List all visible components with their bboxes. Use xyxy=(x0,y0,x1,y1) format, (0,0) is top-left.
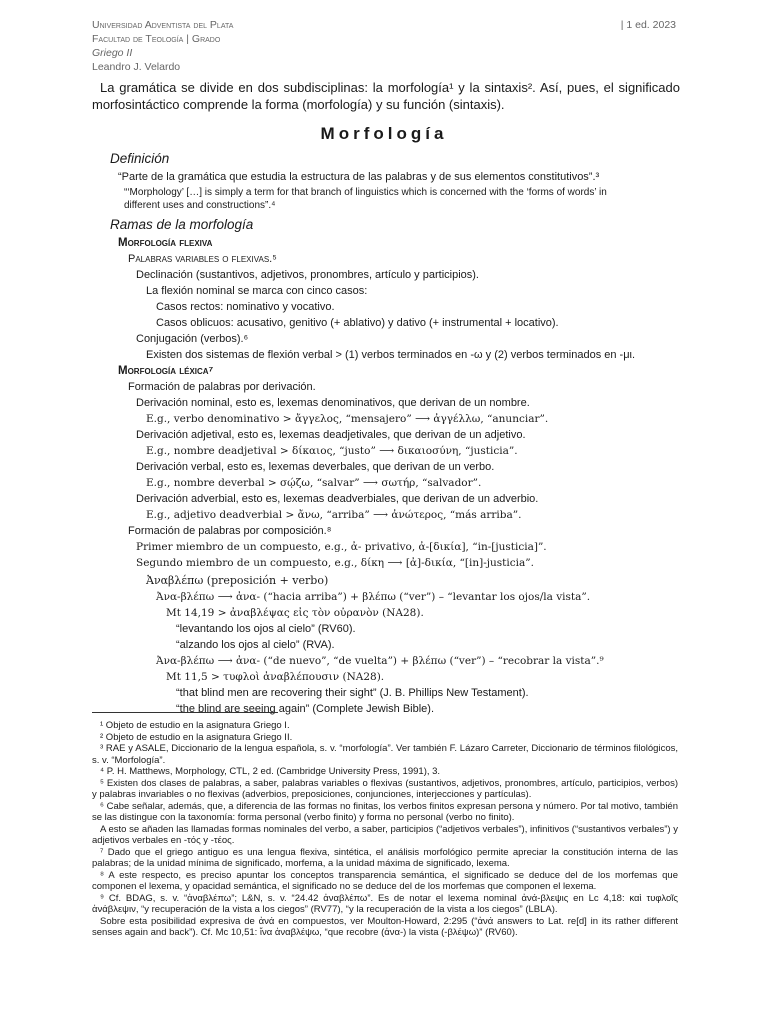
section-title: Morfología xyxy=(320,124,448,143)
outline-item: E.g., nombre deverbal > σῴζω, “salvar” ⟶ σωτήρ, “salvador”. xyxy=(146,477,482,489)
footnote: ⁷ Dado que el griego antiguo es una lengua flexiva, sintética, el análisis morfológico permite apreciar la constitución interna de las palabras; de la unidad mínima de significado, morfema, a la unidad máxima de significado, lexema. xyxy=(92,846,678,869)
outline-item: Formación de palabras por composición.⁸ xyxy=(128,525,332,537)
outline-item: Palabras variables o flexivas.⁵ xyxy=(128,253,277,265)
faculty-name: Facultad de Teología | Grado xyxy=(92,33,221,45)
page-header xyxy=(92,18,676,74)
footnote: ⁶ Cabe señalar, además, que, a diferencia de las formas no finitas, los verbos finitos expresan persona y número. Por tal motivo, también se las distingue con la taxonomía: forma personal (verbo finito) y forma no personal (verbo no finito). xyxy=(92,800,678,823)
outline-item: Derivación verbal, esto es, lexemas deverbales, que derivan de un verbo. xyxy=(136,461,495,473)
intro-text: La gramática se divide en dos subdisciplinas: la morfología¹ y la sintaxis². Así, pues, el significado morfosintáctico comprende la forma (morfología) y su función (sintaxis). xyxy=(92,80,680,112)
heading-ramas: Ramas de la morfología xyxy=(110,217,254,232)
outline-item: Primer miembro de un compuesto, e.g., ἀ- privativo, ἀ-[δικία], “in-[justicia]”. xyxy=(136,541,547,553)
outline-item: E.g., adjetivo deadverbial > ἄνω, “arriba” ⟶ ἀνώτερος, “más arriba”. xyxy=(146,509,522,521)
university-name: Universidad Adventista del Plata xyxy=(92,19,234,31)
outline-item: Derivación adjetival, esto es, lexemas deadjetivales, que derivan de un adjetivo. xyxy=(136,429,526,441)
footnotes xyxy=(92,720,678,939)
outline-item: Declinación (sustantivos, adjetivos, pronombres, artículo y participios). xyxy=(136,269,479,281)
heading-morfologia-lexica: Morfología léxica⁷ xyxy=(118,365,214,377)
outline-item: Ἀνα-βλέπω ⟶ ἀνα- (“hacia arriba”) + βλέπω (“ver”) – “levantar los ojos/la vista”. xyxy=(156,591,591,603)
outline-item: Casos rectos: nominativo y vocativo. xyxy=(156,301,335,313)
edition-label: | 1 ed. 2023 xyxy=(620,19,676,31)
outline-item: Segundo miembro de un compuesto, e.g., δίκη ⟶ [ἀ]-δικία, “[in]-justicia”. xyxy=(136,557,534,569)
footnote: ⁸ A este respecto, es preciso apuntar los conceptos transparencia semántica, el significado se deduce del de los morfemas que componen el lexema, y opacidad semántica, el significado no se deduce del de los morfemas que componen el lexema. xyxy=(92,869,678,892)
footnote: Sobre esta posibilidad expresiva de ἀνά en compuestos, ver Moulton-Howard, 2:295 (“ἀνά answers to Lat. re[d] in its rather different senses again and back”). Cf. Mc 10,51: ἵνα ἀναβλέψω, “que recobre (ἀνα-) la vista (-βλέψω)” (RV60). xyxy=(92,915,678,938)
outline-item: Existen dos sistemas de flexión verbal > (1) verbos terminados en -ω y (2) verbos terminados en -μι. xyxy=(146,349,636,361)
verse-greek: Mt 11,5 > τυφλοὶ ἀναβλέπουσιν (NA28). xyxy=(166,671,385,683)
outline-item: E.g., nombre deadjetival > δίκαιος, “justo” ⟶ δικαιοσύνη, “justicia”. xyxy=(146,445,518,457)
verse-translation: “levantando los ojos al cielo” (RV60). xyxy=(176,623,356,635)
definition-quote-2: “‘Morphology’ […] is simply a term for that branch of linguistics which is concerned with the ‘forms of words’ in xyxy=(124,187,607,198)
heading-morfologia-flexiva: Morfología flexiva xyxy=(118,237,213,249)
definition-quote-2-cont: different uses and constructions”.⁴ xyxy=(124,200,276,211)
footnote: ⁵ Existen dos clases de palabras, a saber, palabras variables o flexivas (sustantivos, adjetivos, pronombres, artículo, participios, verbos) y palabras invariables o no flexivas (adverbios, preposiciones, conjunciones, interjecciones y partículas). xyxy=(92,777,678,800)
author-name: Leandro J. Velardo xyxy=(92,61,181,73)
outline-item: Formación de palabras por derivación. xyxy=(128,381,316,393)
footnote: ² Objeto de estudio en la asignatura Griego II. xyxy=(100,731,293,743)
outline-item: La flexión nominal se marca con cinco casos: xyxy=(146,285,368,297)
outline-item: Derivación nominal, esto es, lexemas denominativos, que derivan de un nombre. xyxy=(136,397,530,409)
course-name: Griego II xyxy=(92,47,133,59)
outline-item: Ἀνα-βλέπω ⟶ ἀνα- (“de nuevo”, “de vuelta”) + βλέπω (“ver”) – “recobrar la vista”.⁹ xyxy=(156,655,604,667)
heading-definicion: Definición xyxy=(110,151,170,166)
intro-paragraph xyxy=(92,79,680,113)
definition-quote-1: “Parte de la gramática que estudia la estructura de las palabras y de sus elementos constitutivos”.³ xyxy=(118,171,600,183)
footnote: A esto se añaden las llamadas formas nominales del verbo, a saber, participios (“adjetivos verbales”), infinitivos (“sustantivos verbales”) y adjetivos verbales en -τός y -τέος. xyxy=(92,823,678,846)
verse-translation: “alzando los ojos al cielo” (RVA). xyxy=(176,639,335,651)
footnote: ⁴ P. H. Matthews, Morphology, CTL, 2 ed. (Cambridge University Press, 1991), 3. xyxy=(100,766,441,777)
outline-item: Conjugación (verbos).⁶ xyxy=(136,333,249,345)
verse-greek: Mt 14,19 > ἀναβλέψας εἰς τὸν οὐρανὸν (NA28). xyxy=(166,607,424,619)
verse-translation: “the blind are seeing again” (Complete Jewish Bible). xyxy=(176,703,435,715)
outline-item: Casos oblicuos: acusativo, genitivo (+ ablativo) y dativo (+ instrumental + locativo). xyxy=(156,317,559,329)
outline-item: Derivación adverbial, esto es, lexemas deadverbiales, que derivan de un adverbio. xyxy=(136,493,539,505)
outline-item: Ἀναβλέπω (preposición + verbo) xyxy=(146,574,329,587)
outline-item: E.g., verbo denominativo > ἄγγελος, “mensajero” ⟶ ἀγγέλλω, “anunciar”. xyxy=(146,413,549,425)
verse-translation: “that blind men are recovering their sight” (J. B. Phillips New Testament). xyxy=(176,687,529,699)
footnote: ³ RAE y ASALE, Diccionario de la lengua española, s. v. “morfología”. Ver también F. Lázaro Carreter, Diccionario de términos filológicos, s. v. “Morfología”. xyxy=(92,743,678,766)
footnote-separator xyxy=(92,712,278,713)
footnote: ⁹ Cf. BDAG, s. v. “ἀναβλέπω”; L&N, s. v. “24.42 ἀναβλέπω”. Es de notar el lexema nominal ἀνά-βλεψις en Lc 4,18: καὶ τυφλοῖς ἀνάβλεψιν, “y recuperación de la vista a los ciegos” (RV77), “y la recuperación de la vista a los ciegos” (LBLA). xyxy=(92,892,678,915)
footnote: ¹ Objeto de estudio en la asignatura Griego I. xyxy=(100,720,290,731)
